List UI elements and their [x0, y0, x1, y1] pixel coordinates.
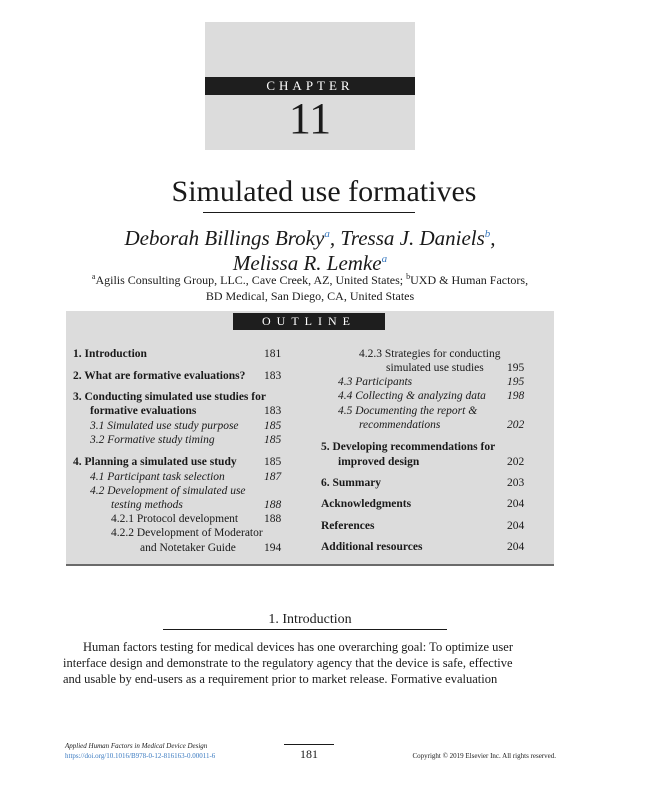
toc-subsubentry[interactable]: 4.2.3 Strategies for conducting — [359, 348, 501, 360]
toc-page: 187 — [264, 471, 282, 483]
title-divider — [203, 212, 415, 213]
toc-subentry[interactable]: 4.1 Participant task selection — [90, 471, 225, 483]
affiliation-line-1 — [0, 269, 620, 288]
toc-page: 185 — [264, 434, 282, 446]
author-lemke-affil-link[interactable]: a — [381, 253, 388, 265]
toc-entry[interactable]: Additional resources — [321, 541, 423, 553]
author-separator: , — [329, 226, 341, 250]
toc-subentry[interactable]: 4.4 Collecting & analyzing data — [338, 390, 486, 402]
chapter-title: Simulated use formatives — [171, 175, 477, 208]
toc-subsubentry[interactable]: 4.2.2 Development of Moderator — [111, 527, 263, 539]
toc-page: 202 — [507, 456, 525, 468]
toc-subentry[interactable]: 4.3 Participants — [338, 376, 413, 388]
affil-b-marker: b — [406, 272, 411, 281]
toc-page: 204 — [507, 520, 525, 532]
toc-subsubentry[interactable]: 4.2.1 Protocol development — [111, 513, 239, 525]
chapter-number: 11 — [288, 94, 332, 143]
toc-entry[interactable]: 4. Planning a simulated use study — [73, 456, 237, 468]
footer-page-number: 181 — [300, 747, 318, 761]
footer-book-title: Applied Human Factors in Medical Device Design — [65, 742, 208, 750]
author-lemke: Melissa R. Lemke — [232, 251, 382, 275]
toc-subsubentry-continued[interactable]: and Notetaker Guide — [140, 542, 236, 554]
author-broky-affil-link[interactable]: a — [324, 228, 330, 240]
author-daniels-affil-link[interactable]: b — [484, 228, 491, 240]
toc-subentry[interactable]: 4.5 Documenting the report & — [338, 405, 478, 417]
paragraph-line: interface design and demonstrate to the regulatory agency that the device is safe, effective — [63, 656, 513, 670]
affil-a-text: Agilis Consulting Group, LLC., Cave Creek, AZ, United States; — [95, 273, 404, 287]
toc-entry-continued[interactable]: improved design — [338, 456, 420, 468]
affil-b-text: UXD & Human Factors, — [410, 273, 529, 287]
toc-page: 181 — [264, 348, 282, 360]
footer-page-rule — [284, 744, 334, 745]
toc-page: 204 — [507, 498, 525, 510]
section-heading: 1. Introduction — [268, 612, 352, 627]
toc-page: 188 — [264, 513, 282, 525]
chapter-label: CHAPTER — [205, 77, 415, 95]
toc-page: 194 — [264, 542, 282, 554]
paragraph-line: Human factors testing for medical devices has one overarching goal: To optimize user — [83, 640, 514, 654]
toc-subentry-continued[interactable]: recommendations — [359, 419, 441, 431]
outline-label: OUTLINE — [233, 313, 385, 330]
toc-subentry[interactable]: 3.1 Simulated use study purpose — [90, 420, 239, 432]
toc-subentry[interactable]: 3.2 Formative study timing — [90, 434, 215, 446]
toc-entry[interactable]: 2. What are formative evaluations? — [73, 370, 246, 382]
toc-page: 183 — [264, 405, 282, 417]
author-daniels: Tressa J. Daniels — [340, 226, 485, 250]
toc-page: 203 — [507, 477, 525, 489]
toc-entry[interactable]: 6. Summary — [321, 477, 382, 489]
toc-page: 185 — [264, 456, 282, 468]
toc-page: 183 — [264, 370, 282, 382]
toc-subentry-continued[interactable]: testing methods — [111, 499, 183, 511]
toc-entry[interactable]: 1. Introduction — [73, 348, 147, 360]
toc-page: 202 — [507, 419, 525, 431]
toc-subsubentry-continued[interactable]: simulated use studies — [386, 362, 484, 374]
toc-page: 198 — [507, 390, 525, 402]
toc-page: 185 — [264, 420, 282, 432]
toc-entry[interactable]: 3. Conducting simulated use studies for — [73, 391, 266, 403]
paragraph-line: and usable by end-users as a requirement prior to market release. Formative evaluation — [63, 672, 498, 686]
toc-page: 188 — [264, 499, 282, 511]
toc-page: 195 — [507, 362, 525, 374]
outline-bottom-rule — [66, 564, 554, 566]
toc-entry-continued[interactable]: formative evaluations — [90, 405, 197, 417]
affiliation-line-2: BD Medical, San Diego, CA, United States — [205, 289, 415, 303]
toc-page: 204 — [507, 541, 525, 553]
toc-page: 195 — [507, 376, 525, 388]
author-separator: , — [490, 226, 496, 250]
affil-a-marker: a — [91, 272, 96, 281]
footer-doi-link[interactable]: https://doi.org/10.1016/B978-0-12-816163-0.00011-6 — [65, 752, 216, 760]
toc-subentry[interactable]: 4.2 Development of simulated use — [90, 485, 246, 497]
author-broky: Deborah Billings Broky — [124, 226, 325, 250]
toc-entry[interactable]: 5. Developing recommendations for — [321, 441, 496, 453]
section-divider — [163, 629, 447, 630]
footer-copyright: Copyright © 2019 Elsevier Inc. All rights reserved. — [412, 752, 556, 760]
toc-entry[interactable]: Acknowledgments — [321, 498, 412, 510]
toc-entry[interactable]: References — [321, 520, 375, 532]
